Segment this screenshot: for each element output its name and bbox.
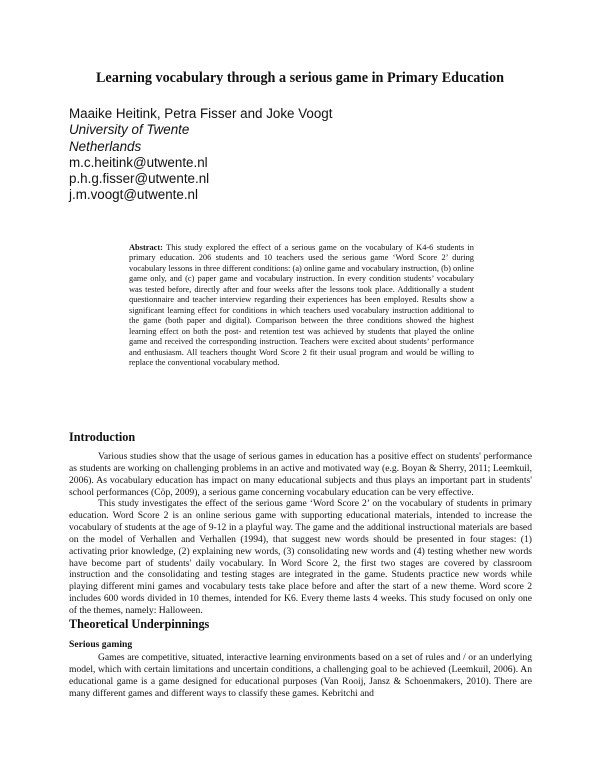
country: Netherlands bbox=[69, 138, 142, 154]
introduction-paragraph-2: This study investigates the effect of the serious game ‘Word Score 2’ on the vocabulary of students in primary education. Word Score 2 is an online serious game with supporting educational materials, intended to increase the vocabulary of students at the age of 9-12 in a playful way. The game and the additional instructional materials are based on the model of Verhallen and Verhallen (1994), that suggest new words should be presented in four stages: (1) activating prior knowledge, (2) explaining new words, (3) consolidating new words and (4) testing whether new words have become part of students' daily vocabulary. In Word Score 2, the first two stages are covered by classroom instruction and the consolidating and testing stages are integrated in the game. Students practice new words while playing different mini games and vocabulary tests take place before and after the start of a new theme. Word score 2 includes 600 words divided in 10 themes, intended for K6. Every theme lasts 4 weeks. This study focused on only one of the themes, namely: Halloween. bbox=[69, 498, 532, 616]
abstract-text: This study explored the effect of a serious game on the vocabulary of K4-6 students in primary education. 206 students and 10 teachers used the serious game ‘Word Score 2’ during vocabulary lessons in three different conditions: (a) online game and vocabulary instruction, (b) online game only, and (c) paper game and vocabulary instruction. In every condition students’ vocabulary was tested before, directly after and four weeks after the lessons took place. Additionally a student questionnaire and teacher interview regarding their experiences has been employed. Results show a significant learning effect for conditions in which teachers used vocabulary instruction additional to the game (both paper and digital). Comparison between the three conditions showed the highest learning effect on both the post- and retention test was achieved by students that played the online game and received the corresponding instruction. Teachers were excited about students’ performance and enthusiasm. All teachers thought Word Score 2 fit their usual program and would be willing to replace the conventional vocabulary method. bbox=[129, 243, 474, 367]
introduction-heading: Introduction bbox=[69, 430, 136, 444]
introduction-paragraph-1: Various studies show that the usage of serious games in education has a positive effect on students' performance as students are working on challenging problems in an active and motivated way (e.g. Boyan & Sherry, 2011; Leemkuil, 2006). As vocabulary education has impact on many educational subjects and thus plays an important part in students' school performances (Cöp, 2009), a serious game concerning vocabulary education can be very effective. bbox=[69, 451, 532, 498]
introduction-body bbox=[69, 451, 532, 617]
paper-title: Learning vocabulary through a serious game in Primary Education bbox=[95, 70, 505, 86]
email-2: p.h.g.fisser@utwente.nl bbox=[69, 171, 210, 187]
theory-body bbox=[69, 652, 532, 699]
author-block bbox=[69, 106, 469, 204]
email-1: m.c.heitink@utwente.nl bbox=[69, 154, 208, 170]
abstract-label: Abstract: bbox=[129, 243, 163, 252]
serious-gaming-subheading: Serious gaming bbox=[69, 639, 133, 650]
theory-heading: Theoretical Underpinnings bbox=[69, 617, 210, 631]
affiliation: University of Twente bbox=[69, 122, 190, 138]
email-3: j.m.voogt@utwente.nl bbox=[69, 187, 198, 203]
theory-paragraph-1: Games are competitive, situated, interactive learning environments based on a set of rules and / or an underlying model, which with certain limitations and uncertain conditions, a challenging goal to be achieved (Leemkuil, 2006). An educational game is a game designed for educational purposes (Van Rooij, Jansz & Schoenmakers, 2010). There are many different games and different ways to classify these games. Kebritchi and bbox=[69, 652, 532, 699]
author-names: Maaike Heitink, Petra Fisser and Joke Voogt bbox=[69, 106, 333, 121]
abstract bbox=[129, 243, 474, 368]
